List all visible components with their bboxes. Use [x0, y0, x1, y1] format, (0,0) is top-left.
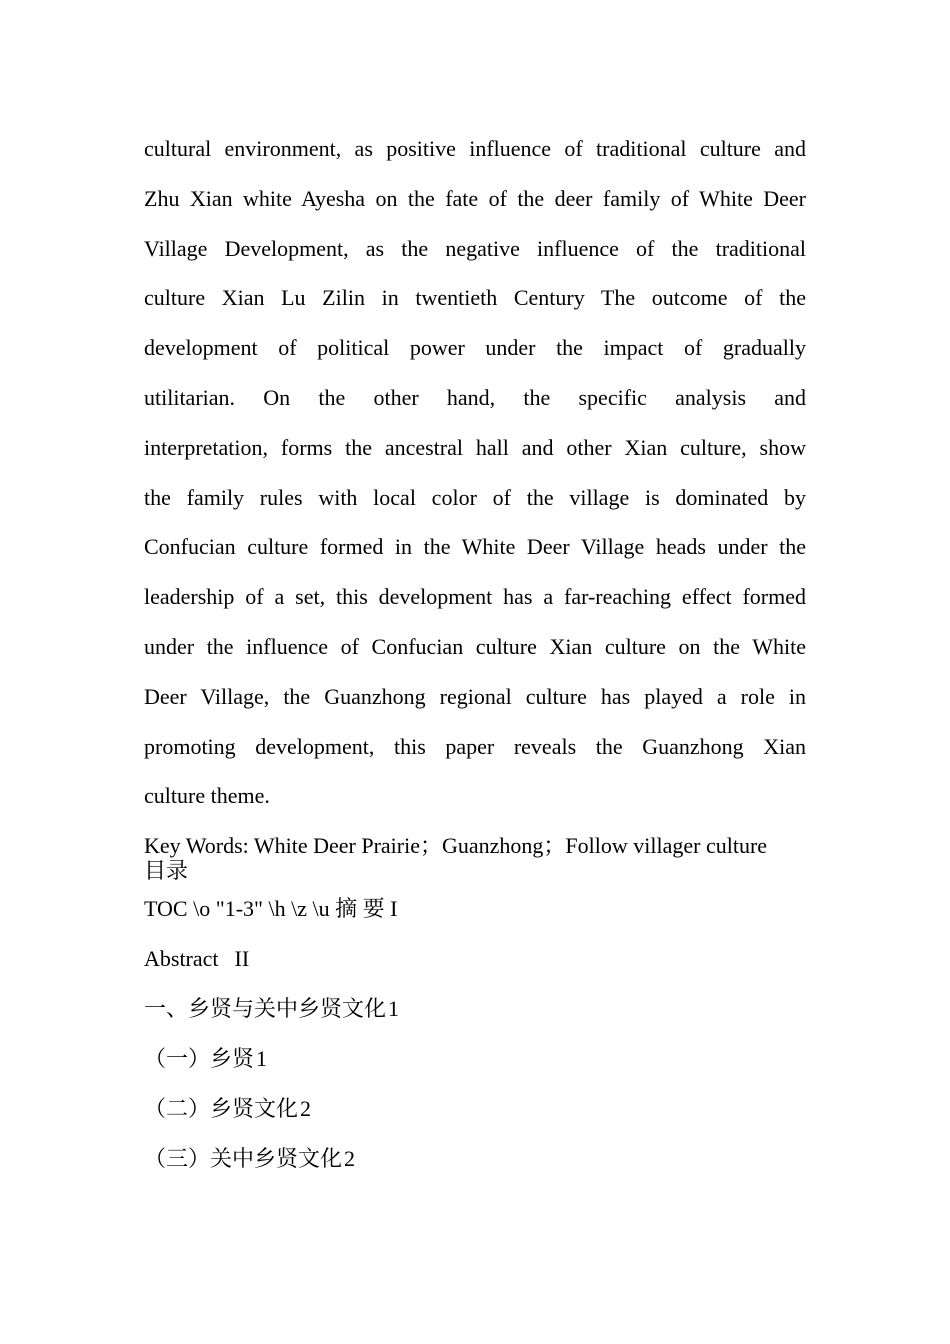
toc-entry-page: 2	[300, 1096, 312, 1122]
toc-entry-title: （一）乡贤	[144, 1046, 255, 1072]
toc-entry-title: 一、乡贤与关中乡贤文化	[144, 996, 387, 1022]
abstract-line: Deer Village, the Guanzhong regional culture has played a role in	[144, 683, 806, 709]
abstract-line: Village Development, as the negative influence of the traditional	[144, 235, 806, 261]
abstract-line: Confucian culture formed in the White Deer Village heads under the	[144, 534, 806, 560]
document-page	[144, 124, 806, 1184]
abstract-line: culture theme.	[144, 783, 270, 809]
abstract-line: development of political power under the impact of gradually	[144, 335, 806, 361]
abstract-line: the family rules with local color of the village is dominated by	[144, 484, 806, 510]
toc-entry-abstract[interactable]	[144, 934, 806, 984]
toc-entry-page: 1	[256, 1046, 268, 1072]
abstract-line: promoting development, this paper reveals the Guanzhong Xian	[144, 733, 806, 759]
abstract-body	[144, 124, 806, 821]
toc-field-code[interactable]: TOC \o "1-3" \h \z \u 摘 要 I	[144, 896, 398, 922]
abstract-line: under the influence of Confucian culture Xian culture on the White	[144, 633, 806, 659]
keywords-line: Key Words: White Deer Prairie；Guanzhong；Follow villager culture	[144, 833, 768, 859]
toc-list	[144, 934, 806, 1184]
abstract-line: utilitarian. On the other hand, the specific analysis and	[144, 384, 806, 410]
toc-entry-chapter-1[interactable]	[144, 984, 806, 1034]
abstract-line: Zhu Xian white Ayesha on the fate of the deer family of White Deer	[144, 185, 806, 211]
toc-entry-title: （二）乡贤文化	[144, 1096, 299, 1122]
abstract-line: interpretation, forms the ancestral hall and other Xian culture, show	[144, 434, 806, 460]
abstract-line: leadership of a set, this development has a far-reaching effect formed	[144, 584, 806, 610]
toc-entry-title: Abstract	[144, 946, 219, 972]
toc-heading: 目录	[144, 858, 189, 884]
toc-entry-section-1-3[interactable]	[144, 1134, 806, 1184]
toc-entry-section-1-2[interactable]	[144, 1084, 806, 1134]
toc-entry-page: 2	[344, 1146, 356, 1172]
abstract-line: cultural environment, as positive influence of traditional culture and	[144, 136, 806, 161]
toc-entry-title: （三）关中乡贤文化	[144, 1146, 343, 1172]
toc-entry-section-1-1[interactable]	[144, 1034, 806, 1084]
toc-entry-page: 1	[388, 996, 400, 1022]
abstract-line: culture Xian Lu Zilin in twentieth Century The outcome of the	[144, 285, 806, 311]
toc-entry-page: II	[234, 946, 250, 972]
